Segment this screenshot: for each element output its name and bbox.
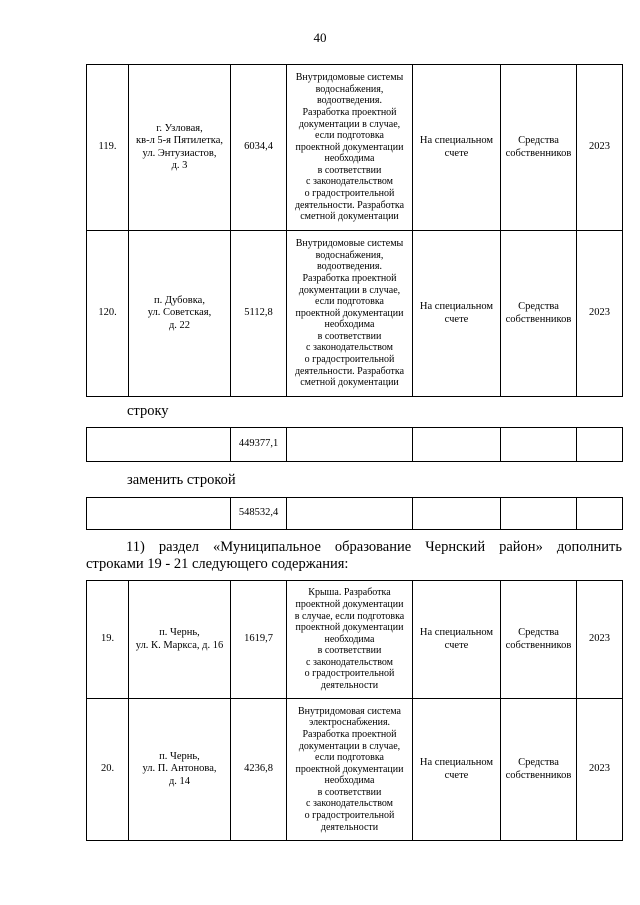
table-row — [87, 581, 623, 699]
page-number: 40 — [313, 30, 327, 45]
table-row — [87, 699, 623, 841]
total-area-new: 548532,4 — [231, 498, 287, 530]
paragraph-amendment — [86, 539, 622, 573]
total-area-old: 449377,1 — [231, 428, 287, 462]
row-address: п. Дубовка, ул. Советская, д. 22 — [129, 231, 231, 397]
table-row — [87, 65, 623, 231]
table-works-uzlovaya — [86, 64, 623, 397]
row-address: п. Чернь, ул. К. Маркса, д. 16 — [129, 581, 231, 699]
table-row — [87, 498, 623, 530]
empty-cell — [287, 428, 413, 462]
row-address: г. Узловая, кв-л 5-я Пятилетка, ул. Энтузиастов, д. 3 — [129, 65, 231, 231]
empty-cell — [577, 428, 623, 462]
row-year: 2023 — [577, 581, 623, 699]
table-total-old — [86, 427, 623, 462]
row-year: 2023 — [577, 65, 623, 231]
row-area: 6034,4 — [231, 65, 287, 231]
empty-cell — [501, 428, 577, 462]
label-replace: заменить строкой — [127, 472, 236, 488]
empty-cell — [577, 498, 623, 530]
table-row — [87, 428, 623, 462]
empty-cell — [413, 428, 501, 462]
row-funding-source: Средства собственников — [501, 231, 577, 397]
table-works-chern — [86, 580, 623, 841]
row-number: 19. — [87, 581, 129, 699]
row-number: 119. — [87, 65, 129, 231]
row-funding-source: Средства собственников — [501, 65, 577, 231]
empty-cell — [87, 498, 231, 530]
row-area: 5112,8 — [231, 231, 287, 397]
row-work-type: Внутридомовые системы водоснабжения, водоотведения. Разработка проектной документации в случае, если подготовка проектной документации необходима в соответствии с законодательством о градостроительной деятельности. Разработка сметной документации — [287, 65, 413, 231]
empty-cell — [87, 428, 231, 462]
paragraph-line-1: 11) раздел «Муниципальное образование Чернский район» дополнить — [126, 539, 622, 555]
row-funding-source: Средства собственников — [501, 581, 577, 699]
row-year: 2023 — [577, 699, 623, 841]
row-account: На специальном счете — [413, 65, 501, 231]
row-area: 1619,7 — [231, 581, 287, 699]
table-row — [87, 231, 623, 397]
row-number: 20. — [87, 699, 129, 841]
label-row: строку — [127, 403, 169, 419]
row-work-type: Крыша. Разработка проектной документации в случае, если подготовка проектной документации необходима в соответствии с законодательством о градостроительной деятельности — [287, 581, 413, 699]
row-work-type: Внутридомовые системы водоснабжения, водоотведения. Разработка проектной документации в случае, если подготовка проектной документации необходима в соответствии с законодательством о градостроительной деятельности. Разработка сметной документации — [287, 231, 413, 397]
row-work-type: Внутридомовая система электроснабжения. Разработка проектной документации в случае, если подготовка проектной документации необходима в соответствии с законодательством о градостроительной деятельности — [287, 699, 413, 841]
row-account: На специальном счете — [413, 581, 501, 699]
row-account: На специальном счете — [413, 231, 501, 397]
row-area: 4236,8 — [231, 699, 287, 841]
empty-cell — [501, 498, 577, 530]
row-account: На специальном счете — [413, 699, 501, 841]
row-funding-source: Средства собственников — [501, 699, 577, 841]
table-total-new — [86, 497, 623, 530]
empty-cell — [413, 498, 501, 530]
row-number: 120. — [87, 231, 129, 397]
row-year: 2023 — [577, 231, 623, 397]
row-address: п. Чернь, ул. П. Антонова, д. 14 — [129, 699, 231, 841]
paragraph-line-2: строками 19 - 21 следующего содержания: — [86, 556, 349, 572]
empty-cell — [287, 498, 413, 530]
